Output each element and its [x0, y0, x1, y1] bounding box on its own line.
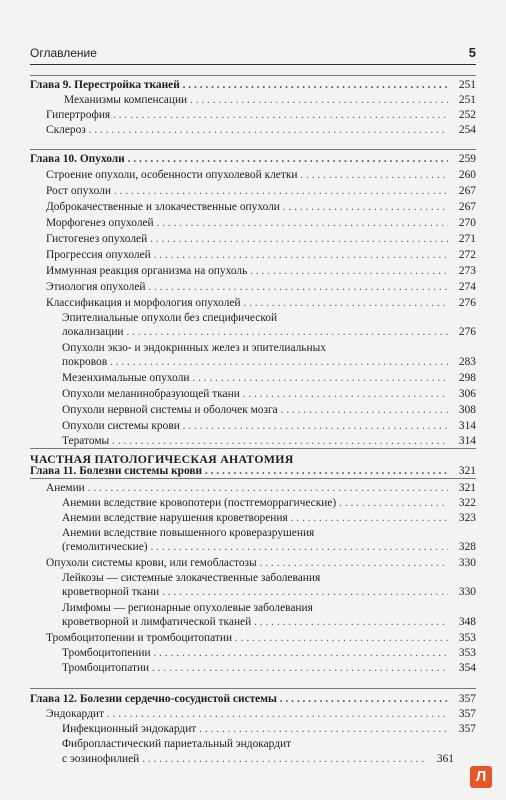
toc-page: 357 [458, 723, 476, 735]
page-number: 5 [468, 45, 476, 60]
toc-page: 283 [458, 356, 476, 368]
toc-page: 254 [458, 124, 476, 136]
toc-page: 276 [458, 326, 476, 338]
toc-page: 272 [458, 249, 476, 261]
toc-page: 330 [458, 586, 476, 598]
toc-page: 259 [458, 153, 476, 165]
toc-page: 274 [458, 281, 476, 293]
toc-page: 328 [458, 541, 476, 553]
toc-page: 314 [458, 420, 476, 432]
toc-page: 361 [436, 753, 454, 765]
toc-page: 267 [458, 201, 476, 213]
toc-page: 330 [458, 557, 476, 569]
section-divider [30, 688, 476, 689]
section-divider [30, 448, 476, 449]
toc-page: 348 [458, 616, 476, 628]
toc-page: 357 [458, 693, 476, 705]
toc-page: 273 [458, 265, 476, 277]
section-divider [30, 75, 476, 76]
running-header [30, 46, 476, 62]
header-rule [30, 64, 476, 65]
toc-page: 271 [458, 233, 476, 245]
toc-page: 308 [458, 404, 476, 416]
toc-page: 357 [458, 708, 476, 720]
section-divider [30, 478, 476, 479]
toc-page: 321 [458, 465, 476, 477]
header-title: Оглавление [30, 46, 97, 60]
toc-page: 322 [458, 497, 476, 509]
toc-page: 321 [458, 482, 476, 494]
publisher-logo-icon: Л [470, 766, 492, 788]
toc-page: 323 [458, 512, 476, 524]
toc-page: 251 [458, 94, 476, 106]
toc-page: 276 [458, 297, 476, 309]
toc-page: 306 [458, 388, 476, 400]
toc-page: 353 [458, 632, 476, 644]
toc-page: 270 [458, 217, 476, 229]
toc-page: 353 [458, 647, 476, 659]
toc-page: 354 [458, 662, 476, 674]
toc-page: 314 [458, 435, 476, 447]
toc-page: 267 [458, 185, 476, 197]
toc-page: 260 [458, 169, 476, 181]
toc-page: 251 [458, 79, 476, 91]
toc-page: 298 [458, 372, 476, 384]
section-divider [30, 149, 476, 150]
toc-page: 252 [458, 109, 476, 121]
